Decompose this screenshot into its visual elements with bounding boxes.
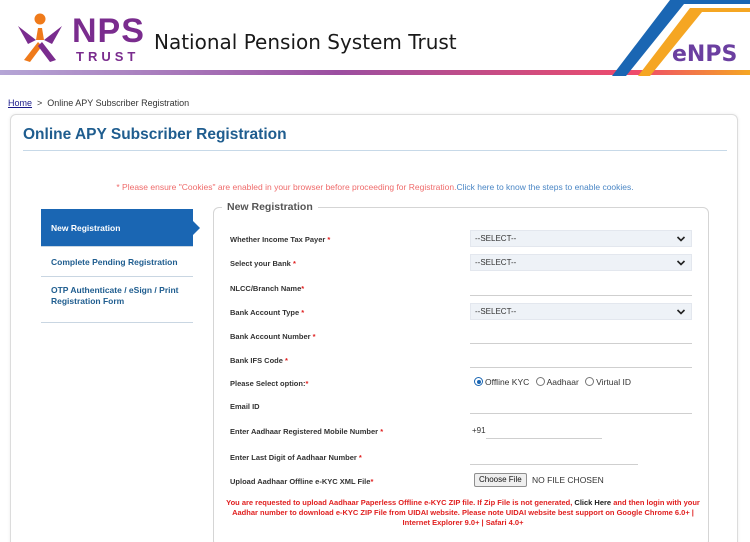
virtual-id-label: Virtual ID xyxy=(596,377,631,387)
offline-kyc-radio[interactable] xyxy=(474,377,483,386)
country-code-prefix: +91 xyxy=(472,426,486,435)
site-title: National Pension System Trust xyxy=(154,30,457,54)
chevron-down-icon xyxy=(676,258,686,268)
logo-trust-text: TRUST xyxy=(76,49,140,64)
account-type-row xyxy=(230,303,700,323)
breadcrumb-home-link[interactable]: Home xyxy=(8,98,33,108)
account-type-label: Bank Account Type * xyxy=(230,308,305,317)
nlcc-field[interactable] xyxy=(470,279,692,296)
chevron-down-icon xyxy=(676,307,686,317)
income-tax-select[interactable]: --SELECT-- xyxy=(470,230,692,247)
breadcrumb-current: Online APY Subscriber Registration xyxy=(47,98,190,108)
account-number-field[interactable] xyxy=(470,327,692,344)
last-digit-field[interactable] xyxy=(470,448,638,465)
sidebar-item-new-registration[interactable]: New Registration xyxy=(41,209,193,247)
mobile-row xyxy=(230,422,700,442)
breadcrumb-separator: > xyxy=(37,98,43,108)
nlcc-row xyxy=(230,279,700,299)
account-type-select[interactable]: --SELECT-- xyxy=(470,303,692,320)
cookie-steps-link[interactable]: Click here to know the steps to enable cookies. xyxy=(456,182,634,192)
mobile-label: Enter Aadhaar Registered Mobile Number * xyxy=(230,427,384,436)
kyc-option-row xyxy=(230,374,700,394)
registration-panel xyxy=(10,114,738,542)
enps-logo[interactable]: eNPS xyxy=(672,42,738,67)
bank-row xyxy=(230,254,700,274)
file-status-text: NO FILE CHOSEN xyxy=(532,475,604,485)
upload-note-text: You are requested to upload Aadhaar Paperless Offline e-KYC ZIP file. If Zip File is not generated, xyxy=(226,498,573,507)
sidebar-item-complete-pending[interactable]: Complete Pending Registration xyxy=(41,247,193,277)
nps-trust-logo[interactable] xyxy=(12,10,145,66)
nlcc-label: NLCC/Branch Name* xyxy=(230,284,305,293)
new-registration-form xyxy=(213,201,709,542)
title-divider xyxy=(23,150,727,151)
page-title: Online APY Subscriber Registration xyxy=(23,126,287,143)
registration-sidebar xyxy=(41,209,195,323)
last-digit-label: Enter Last Digit of Aadhaar Number * xyxy=(230,453,362,462)
email-field[interactable] xyxy=(470,397,692,414)
cookie-notice xyxy=(11,182,739,192)
aadhaar-label: Aadhaar xyxy=(546,377,579,387)
choose-file-button[interactable]: Choose File xyxy=(474,473,527,487)
site-header xyxy=(0,0,750,86)
form-legend: New Registration xyxy=(222,201,318,213)
kyc-option-label: Please Select option:* xyxy=(230,379,309,388)
upload-row xyxy=(230,472,700,492)
logo-nps-text: NPS xyxy=(72,12,145,50)
uidai-click-here-link[interactable]: Click Here xyxy=(574,498,612,507)
bank-select[interactable]: --SELECT-- xyxy=(470,254,692,271)
sidebar-item-otp-esign-print[interactable]: OTP Authenticate / eSign / Print Registration Form xyxy=(41,277,193,323)
last-digit-row xyxy=(230,448,700,468)
offline-kyc-label: Offline KYC xyxy=(485,377,530,387)
virtual-id-radio[interactable] xyxy=(585,377,594,386)
income-tax-row xyxy=(230,230,700,250)
account-number-label: Bank Account Number * xyxy=(230,332,316,341)
nps-emblem-icon xyxy=(12,10,68,66)
upload-note-text-2: and then login with your Aadhar number to download e-KYC ZIP File from UIDAI website. Please note UIDAI website best support on Google Chrome 6.0+ | Internet Explorer 9.0+ | Safari 4.0+ xyxy=(232,498,700,527)
email-row xyxy=(230,397,700,417)
ifs-code-label: Bank IFS Code * xyxy=(230,356,288,365)
ifs-code-field[interactable] xyxy=(470,351,692,368)
breadcrumb xyxy=(8,98,189,108)
mobile-field[interactable] xyxy=(486,422,602,439)
ifs-code-row xyxy=(230,351,700,371)
bank-label: Select your Bank * xyxy=(230,259,296,268)
aadhaar-radio[interactable] xyxy=(536,377,545,386)
chevron-down-icon xyxy=(676,234,686,244)
upload-label: Upload Aadhaar Offline e-KYC XML File* xyxy=(230,477,374,486)
kyc-option-group xyxy=(474,377,635,387)
email-label: Email ID xyxy=(230,402,260,411)
account-number-row xyxy=(230,327,700,347)
upload-instructions xyxy=(224,498,702,528)
cookie-notice-text: * Please ensure "Cookies" are enabled in your browser before proceeding for Registration. xyxy=(116,182,457,192)
income-tax-label: Whether Income Tax Payer * xyxy=(230,235,331,244)
